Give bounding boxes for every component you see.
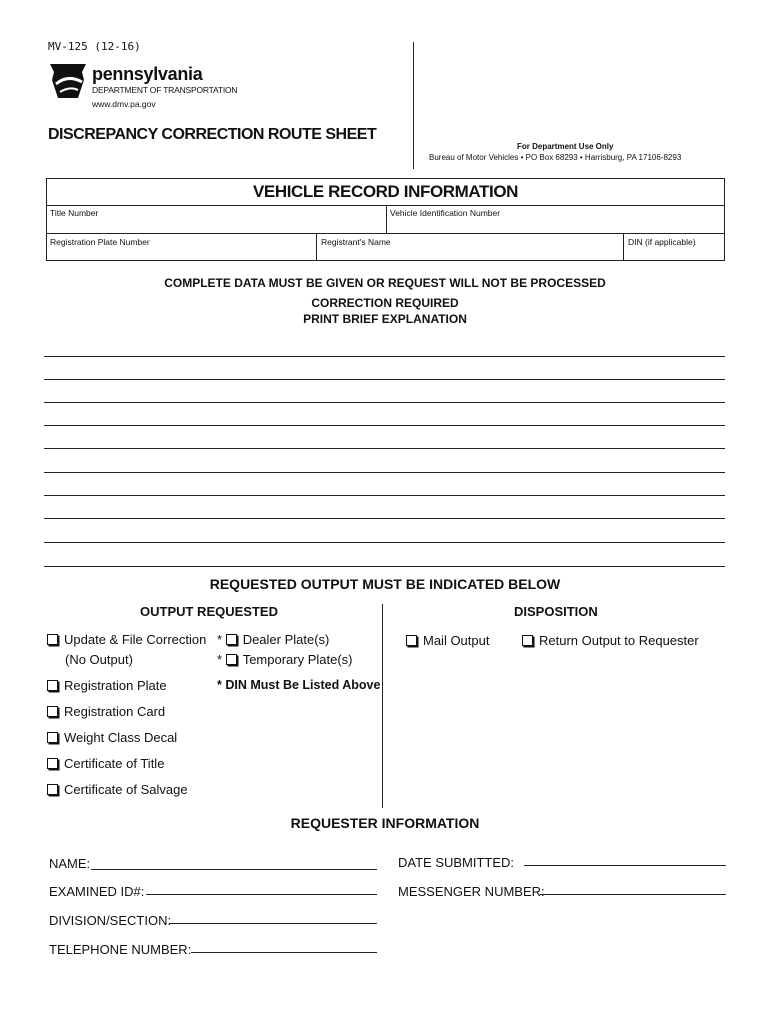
dealer-plates-checkbox[interactable] — [226, 634, 237, 645]
no-output-label: (No Output) — [65, 652, 133, 667]
explanation-line-3[interactable] — [44, 402, 725, 403]
date-submitted-label: DATE SUBMITTED: — [398, 855, 515, 870]
complete-data-warning: COMPLETE DATA MUST BE GIVEN OR REQUEST WILL NOT BE PROCESSED — [164, 276, 606, 290]
din-label: DIN (if applicable) — [628, 237, 696, 247]
vin-label: Vehicle Identification Number — [390, 208, 501, 218]
explanation-line-6[interactable] — [44, 472, 725, 473]
plate-number-label: Registration Plate Number — [50, 237, 150, 247]
din-input[interactable] — [625, 247, 724, 260]
output-requested-heading: OUTPUT REQUESTED — [140, 604, 278, 619]
disposition-heading: DISPOSITION — [514, 604, 598, 619]
date-submitted-input[interactable] — [524, 865, 726, 866]
form-title: DISCREPANCY CORRECTION ROUTE SHEET — [48, 126, 377, 143]
requested-output-heading: REQUESTED OUTPUT MUST BE INDICATED BELOW — [209, 576, 561, 592]
certificate-of-salvage-label: Certificate of Salvage — [64, 782, 188, 797]
weight-class-decal-checkbox[interactable] — [47, 732, 58, 743]
telephone-number-label: TELEPHONE NUMBER: — [49, 942, 192, 957]
explanation-line-7[interactable] — [44, 495, 725, 496]
vehicle-col-divider-2 — [316, 233, 317, 261]
vehicle-col-divider-3 — [623, 233, 624, 261]
certificate-of-title-checkbox[interactable] — [47, 758, 58, 769]
registrant-name-input[interactable] — [318, 247, 622, 260]
vehicle-col-divider-1 — [386, 205, 387, 233]
registration-plate-option[interactable] — [47, 678, 167, 693]
temporary-plates-asterisk: * — [217, 652, 223, 667]
examined-id-input[interactable] — [146, 894, 377, 895]
certificate-of-title-option[interactable] — [47, 756, 164, 771]
explanation-line-2[interactable] — [44, 379, 725, 380]
din-must-be-listed-note: * DIN Must Be Listed Above — [217, 678, 381, 692]
penndot-keystone-logo-icon — [48, 62, 88, 100]
registration-plate-checkbox[interactable] — [47, 680, 58, 691]
temporary-plates-checkbox[interactable] — [226, 654, 237, 665]
temporary-plates-option[interactable] — [217, 652, 353, 667]
mail-output-option[interactable] — [406, 633, 489, 648]
website-link[interactable]: www.dmv.pa.gov — [92, 99, 156, 109]
registrant-name-label: Registrant's Name — [321, 237, 391, 247]
vin-input[interactable] — [388, 218, 724, 232]
requester-information-heading: REQUESTER INFORMATION — [290, 815, 480, 831]
department-use-label: For Department Use Only — [517, 142, 614, 151]
registration-plate-label: Registration Plate — [64, 678, 167, 693]
name-input[interactable] — [91, 869, 377, 870]
update-file-correction-option[interactable] — [47, 632, 206, 647]
update-file-correction-label: Update & File Correction — [64, 632, 207, 647]
return-output-option[interactable] — [522, 633, 699, 648]
registration-card-checkbox[interactable] — [47, 706, 58, 717]
vehicle-record-heading: VEHICLE RECORD INFORMATION — [252, 182, 519, 201]
mail-output-checkbox[interactable] — [406, 635, 417, 646]
certificate-of-salvage-checkbox[interactable] — [47, 784, 58, 795]
division-section-label: DIVISION/SECTION: — [49, 913, 172, 928]
dealer-plates-option[interactable] — [217, 632, 329, 647]
temporary-plates-label: Temporary Plate(s) — [242, 652, 353, 667]
form-number: MV-125 (12-16) — [48, 40, 141, 53]
explanation-line-5[interactable] — [44, 448, 725, 449]
print-explanation-instruction: PRINT BRIEF EXPLANATION — [303, 312, 467, 326]
explanation-line-4[interactable] — [44, 425, 725, 426]
mailing-address: Bureau of Motor Vehicles • PO Box 68293 • Harrisburg, PA 17106-8293 — [429, 153, 682, 162]
mail-output-label: Mail Output — [423, 633, 490, 648]
explanation-line-8[interactable] — [44, 518, 725, 519]
messenger-number-input[interactable] — [540, 894, 726, 895]
plate-number-input[interactable] — [47, 247, 315, 260]
output-column-divider — [382, 604, 383, 808]
explanation-line-1[interactable] — [44, 356, 725, 357]
registration-card-label: Registration Card — [64, 704, 166, 719]
return-output-label: Return Output to Requester — [539, 633, 699, 648]
explanation-line-9[interactable] — [44, 542, 725, 543]
dealer-plates-label: Dealer Plate(s) — [242, 632, 330, 647]
dealer-plates-asterisk: * — [217, 632, 223, 647]
return-output-checkbox[interactable] — [522, 635, 533, 646]
update-file-correction-checkbox[interactable] — [47, 634, 58, 645]
correction-required-heading: CORRECTION REQUIRED — [311, 296, 459, 310]
explanation-line-10[interactable] — [44, 566, 725, 567]
title-number-label: Title Number — [50, 208, 99, 218]
name-label: NAME: — [49, 856, 91, 871]
examined-id-label: EXAMINED ID#: — [49, 884, 145, 899]
logo-name: pennsylvania — [92, 64, 203, 84]
logo-department: DEPARTMENT OF TRANSPORTATION — [92, 85, 238, 95]
certificate-of-title-label: Certificate of Title — [64, 756, 165, 771]
weight-class-decal-label: Weight Class Decal — [64, 730, 178, 745]
telephone-number-input[interactable] — [191, 952, 377, 953]
header-divider — [413, 42, 414, 169]
division-section-input[interactable] — [169, 923, 377, 924]
certificate-of-salvage-option[interactable] — [47, 782, 188, 797]
weight-class-decal-option[interactable] — [47, 730, 177, 745]
messenger-number-label: MESSENGER NUMBER: — [398, 884, 545, 899]
title-number-input[interactable] — [47, 218, 385, 232]
registration-card-option[interactable] — [47, 704, 165, 719]
